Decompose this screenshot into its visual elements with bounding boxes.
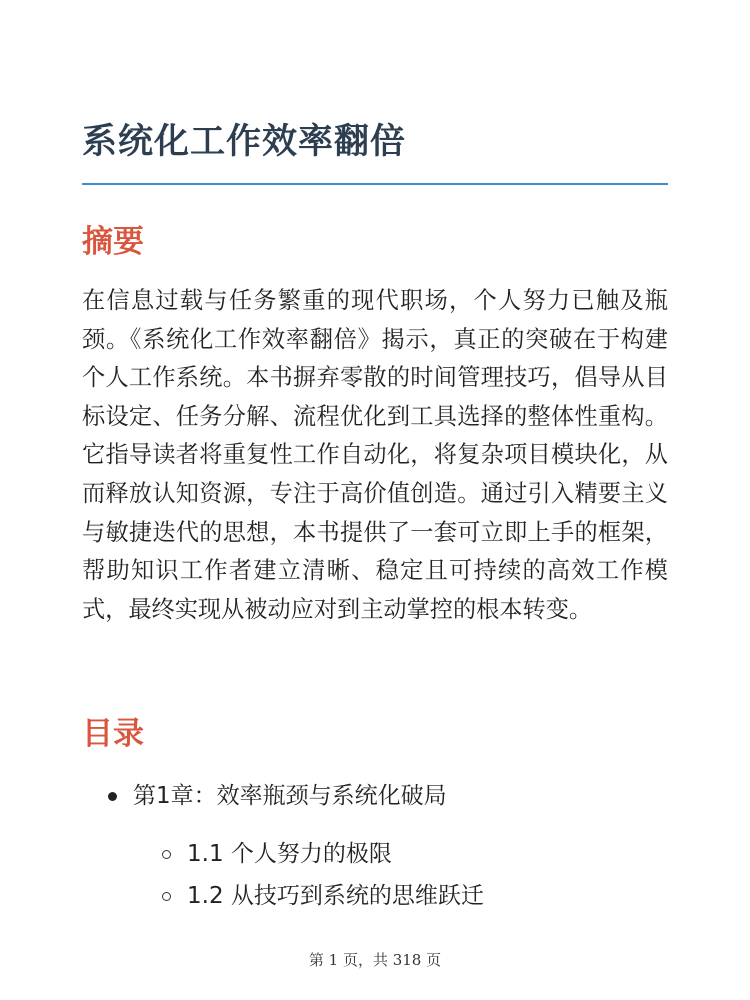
toc-section-1-1[interactable]	[162, 836, 392, 872]
document-title: 系统化工作效率翻倍	[82, 122, 407, 162]
toc-section-label: 1.2 从技巧到系统的思维跃迁	[187, 883, 484, 909]
summary-paragraph: 在信息过载与任务繁重的现代职场，个人努力已触及瓶颈。《系统化工作效率翻倍》揭示，真正的突破在于构建个人工作系统。本书摒弃零散的时间管理技巧，倡导从目标设定、任务分解、流程优化到工具选择的整体性重构。它指导读者将重复性工作自动化，将复杂项目模块化，从而释放认知资源，专注于高价值创造。通过引入精要主义与敏捷迭代的思想，本书提供了一套可立即上手的框架，帮助知识工作者建立清晰、稳定且可持续的高效工作模式，最终实现从被动应对到主动掌控的根本转变。	[82, 287, 668, 623]
bullet-circle-icon	[162, 892, 171, 901]
bullet-circle-icon	[162, 850, 171, 859]
toc-chapter-1[interactable]	[108, 778, 447, 814]
summary-heading: 摘要	[82, 224, 144, 260]
toc-heading: 目录	[82, 716, 144, 752]
toc-section-label: 1.1 个人努力的极限	[187, 841, 392, 867]
bullet-disc-icon	[108, 792, 117, 801]
toc-chapter-label: 第1章：效率瓶颈与系统化破局	[133, 783, 447, 809]
toc-section-1-2[interactable]	[162, 878, 484, 914]
page-indicator: 第 1 页，共 318 页	[308, 951, 442, 969]
title-divider	[82, 183, 668, 185]
